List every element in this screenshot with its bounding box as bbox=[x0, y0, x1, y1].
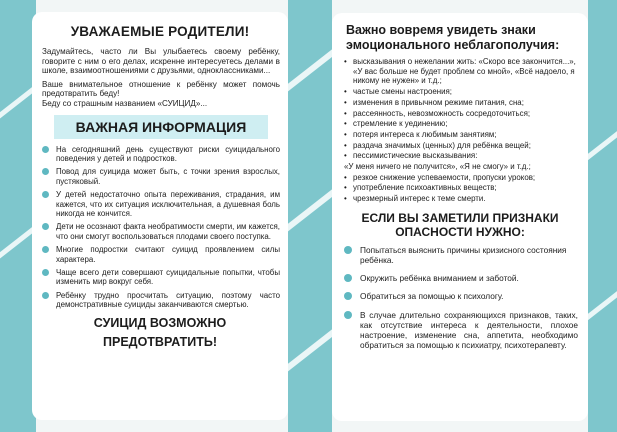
bullet-dot-icon bbox=[344, 311, 352, 319]
left-band bbox=[0, 0, 36, 432]
info-item-text: Ребёнку трудно просчитать ситуацию, поэтому часто демонстративные суициды заканчиваются смертью. bbox=[56, 290, 280, 310]
sign-item bbox=[344, 109, 580, 119]
sign-item-text: изменения в привычном режиме питания, сна; bbox=[353, 97, 524, 107]
info-item-text: На сегодняшний день существуют риски суицидального поведения у детей и подростков. bbox=[56, 144, 280, 163]
info-item-text: Чаще всего дети совершают суицидальные попытки, чтобы изменить мир вокруг себя. bbox=[56, 268, 280, 287]
bullet-icon: • bbox=[344, 172, 347, 182]
bullet-icon: • bbox=[344, 140, 347, 150]
sign-item-text: «У меня ничего не получится», «Я не смогу» и т.д.; bbox=[344, 162, 531, 172]
info-item bbox=[42, 190, 280, 218]
bullet-dot-icon bbox=[42, 246, 49, 253]
danger-heading-line: ОПАСНОСТИ НУЖНО: bbox=[395, 224, 525, 239]
sign-item bbox=[344, 194, 580, 204]
bullet-icon: • bbox=[344, 97, 347, 107]
danger-heading-line: ЕСЛИ ВЫ ЗАМЕТИЛИ ПРИЗНАКИ bbox=[361, 210, 559, 225]
sign-item-text: резкое снижение успеваемости, пропуски уроков; bbox=[353, 172, 536, 182]
sign-item-text: высказывания о нежелании жить: «Скоро все закончится...», «У вас больше не будет проблем со мной», «Всё надоело, я никому не нужен» и т.д.; bbox=[353, 57, 576, 86]
info-item bbox=[42, 268, 280, 287]
action-item-text: Обратиться за помощью к психологу. bbox=[360, 291, 504, 302]
bullet-dot-icon bbox=[42, 292, 49, 299]
signs-list bbox=[332, 57, 588, 204]
bullet-icon: • bbox=[344, 119, 347, 129]
info-item bbox=[42, 145, 280, 164]
sign-item bbox=[344, 151, 580, 161]
sign-item bbox=[344, 173, 580, 183]
action-item-text: Окружить ребёнка вниманием и заботой. bbox=[360, 273, 519, 284]
bullet-icon: • bbox=[344, 87, 347, 97]
bullet-icon: • bbox=[344, 151, 347, 161]
sign-item-text: частые смены настроения; bbox=[353, 87, 452, 97]
info-item bbox=[42, 167, 280, 186]
bullet-icon: • bbox=[344, 129, 347, 139]
parents-title: УВАЖАЕМЫЕ РОДИТЕЛИ! bbox=[70, 24, 250, 39]
sign-item bbox=[344, 130, 580, 140]
sign-item bbox=[344, 87, 580, 97]
info-item bbox=[42, 245, 280, 264]
bullet-icon: • bbox=[344, 194, 347, 204]
sign-item-text: употребление психоактивных веществ; bbox=[353, 183, 497, 193]
sign-item-text: пессимистические высказывания: bbox=[353, 151, 478, 161]
action-item bbox=[344, 291, 578, 301]
right-band bbox=[588, 0, 617, 432]
left-panel bbox=[32, 12, 288, 420]
sign-item-text: стремление к уединению; bbox=[353, 119, 448, 129]
danger-signs-heading bbox=[332, 211, 588, 239]
action-item bbox=[344, 245, 578, 265]
sign-item bbox=[344, 57, 580, 86]
warning-signs-title: Важно вовремя увидеть знаки эмоционального неблагополучия: bbox=[346, 23, 560, 52]
info-item-text: Повод для суицида может быть, с точки зрения взрослых, пустяковый. bbox=[56, 167, 280, 186]
slogan-line: ПРЕДОТВРАТИТЬ! bbox=[103, 334, 217, 349]
bullet-dot-icon bbox=[42, 168, 49, 175]
bullet-icon: • bbox=[344, 183, 347, 193]
sign-item-text: раздача значимых (ценных) для ребёнка вещей; bbox=[353, 140, 531, 150]
info-item-text: Дети не осознают факта необратимости смерти, им кажется, что они смогут воспользоваться плодами своего поступка. bbox=[56, 222, 280, 241]
bullet-dot-icon bbox=[344, 274, 352, 282]
sign-item bbox=[344, 119, 580, 129]
bullet-icon: • bbox=[344, 57, 347, 66]
bullet-icon: • bbox=[344, 108, 347, 118]
action-item-text: В случае длительно сохраняющихся признаков, таких, как отсутствие интереса к деятельности, плохое настроение, изменение сна, аппетита, необходимо обратиться за помощью к психиатру, психотерапевту. bbox=[360, 309, 578, 351]
prevent-slogan bbox=[32, 314, 288, 352]
bullet-dot-icon bbox=[344, 246, 352, 254]
bullet-dot-icon bbox=[344, 292, 352, 300]
intro-paragraph: Ваше внимательное отношение к ребёнку может помочь предотвратить беду! bbox=[42, 79, 280, 99]
bullet-dot-icon bbox=[42, 146, 49, 153]
info-item-text: Многие подростки считают суицид проявлением силы характера. bbox=[56, 245, 280, 264]
sign-item-text: потеря интереса к любимым занятиям; bbox=[353, 129, 497, 139]
intro-block bbox=[32, 39, 288, 109]
right-panel bbox=[332, 13, 588, 421]
action-item bbox=[344, 310, 578, 351]
important-info-heading: ВАЖНАЯ ИНФОРМАЦИЯ bbox=[54, 115, 268, 139]
actions-list bbox=[332, 245, 588, 351]
sign-item-text: чрезмерный интерес к теме смерти. bbox=[353, 194, 486, 204]
sign-item-text: рассеянность, невозможность сосредоточиться; bbox=[353, 108, 531, 118]
info-item bbox=[42, 222, 280, 241]
bullet-dot-icon bbox=[42, 191, 49, 198]
sign-item bbox=[344, 98, 580, 108]
intro-paragraph: Задумайтесь, часто ли Вы улыбаетесь своему ребёнку, говорите с ним о его делах, искренне интересуетесь делами в школе, взаимоотношениями с друзьями, одноклассниками... bbox=[42, 47, 280, 76]
sign-item bbox=[344, 141, 580, 151]
bullet-dot-icon bbox=[42, 223, 49, 230]
slogan-line: СУИЦИД ВОЗМОЖНО bbox=[93, 315, 227, 330]
action-item bbox=[344, 273, 578, 283]
intro-paragraph: Беду со страшным названием «СУИЦИД»... bbox=[42, 98, 208, 108]
info-item-text: У детей недостаточно опыта переживания, страдания, им кажется, что их ситуация исключительная, а душевная боль никогда не кончится. bbox=[56, 190, 280, 218]
info-list bbox=[32, 145, 288, 310]
bullet-dot-icon bbox=[42, 269, 49, 276]
sign-item bbox=[344, 162, 580, 172]
action-item-text: Попытаться выяснить причины кризисного состояния ребёнка. bbox=[360, 244, 567, 266]
sign-item bbox=[344, 183, 580, 193]
info-item bbox=[42, 291, 280, 310]
